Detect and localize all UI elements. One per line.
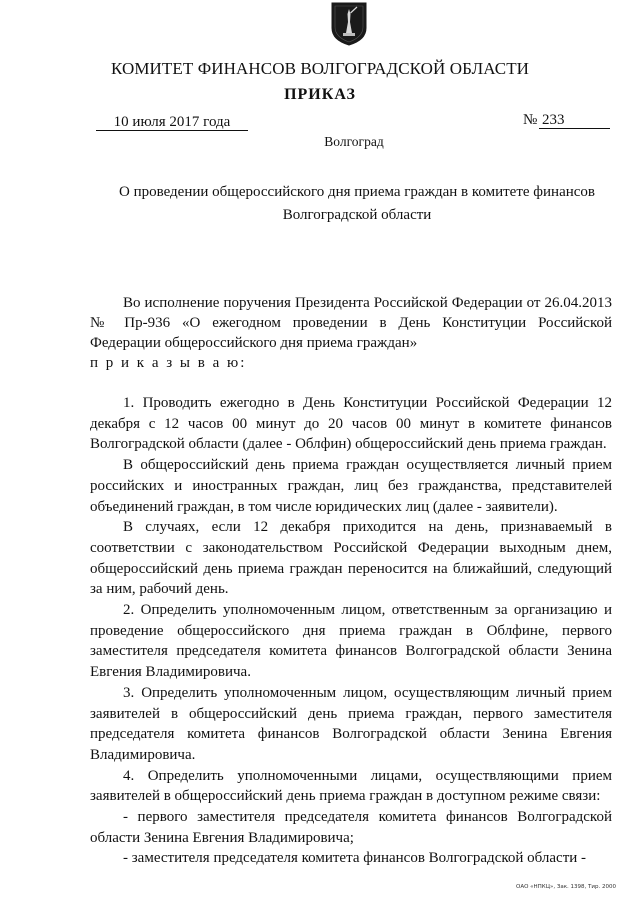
paragraph-6: 4. Определить уполномоченными лицами, осуществляющими прием заявителей в общероссийский день приема граждан в доступном режиме связи: — [90, 767, 612, 805]
document-number: 233 — [539, 112, 610, 129]
number-sign: № — [523, 112, 538, 128]
document-date: 10 июля 2017 года — [96, 114, 248, 131]
document-title: О проведении общероссийского дня приема граждан в комитете финансов Волгоградской области — [118, 184, 595, 223]
paragraph-1: 1. Проводить ежегодно в День Конституции Российской Федерации 12 декабря с 12 часов 00 минут до 20 часов 00 минут в комитете финансов Волгоградской области (далее - Облфин) общероссийский день приема граждан. — [90, 395, 612, 453]
paragraph-2: В общероссийский день приема граждан осуществляется личный прием российских и иностранных граждан, лиц без гражданства, представителей объединений граждан, в том числе юридических лиц (далее - заявители). — [90, 457, 612, 515]
paragraph-8: - заместителя председателя комитета финансов Волгоградской области - — [123, 850, 587, 867]
document-body — [90, 293, 612, 869]
paragraph-3: В случаях, если 12 декабря приходится на день, признаваемый в соответствии с законодательством Российской Федерации выходным днем, общероссийский день приема граждан переносится на ближайший, следующий за ним, рабочий день. — [90, 519, 612, 598]
paragraph-5: 3. Определить уполномоченным лицом, осуществляющим личный прием заявителей в общероссийский день приема граждан, первого заместителя председателя комитета финансов Волгоградской области Зенина Евгения Владимировича. — [90, 684, 612, 763]
paragraph-7: - первого заместителя председателя комитета финансов Волгоградской области Зенина Евгения Владимировича; — [90, 809, 612, 846]
document-type: ПРИКАЗ — [284, 86, 356, 103]
spacer — [90, 373, 612, 393]
order-word: п р и к а з ы в а ю: — [90, 355, 247, 371]
volgograd-coat-of-arms-icon — [331, 2, 367, 46]
intro-paragraph: Во исполнение поручения Президента Российской Федерации от 26.04.2013 № Пр-936 «О ежегодном проведении в День Конституции Российской Федерации общероссийского дня приема граждан» — [90, 295, 612, 351]
document-city: Волгоград — [324, 134, 384, 149]
print-footer: ОАО «НПКЦ», Зак. 1398, Тир. 2000 — [516, 884, 616, 890]
organization-name: КОМИТЕТ ФИНАНСОВ ВОЛГОГРАДСКОЙ ОБЛАСТИ — [110, 59, 530, 78]
paragraph-4: 2. Определить уполномоченным лицом, ответственным за организацию и проведение общероссийского дня приема граждан в Облфине, первого заместителя председателя комитета финансов Волгоградской области Зенина Евгения Владимировича. — [90, 602, 612, 681]
